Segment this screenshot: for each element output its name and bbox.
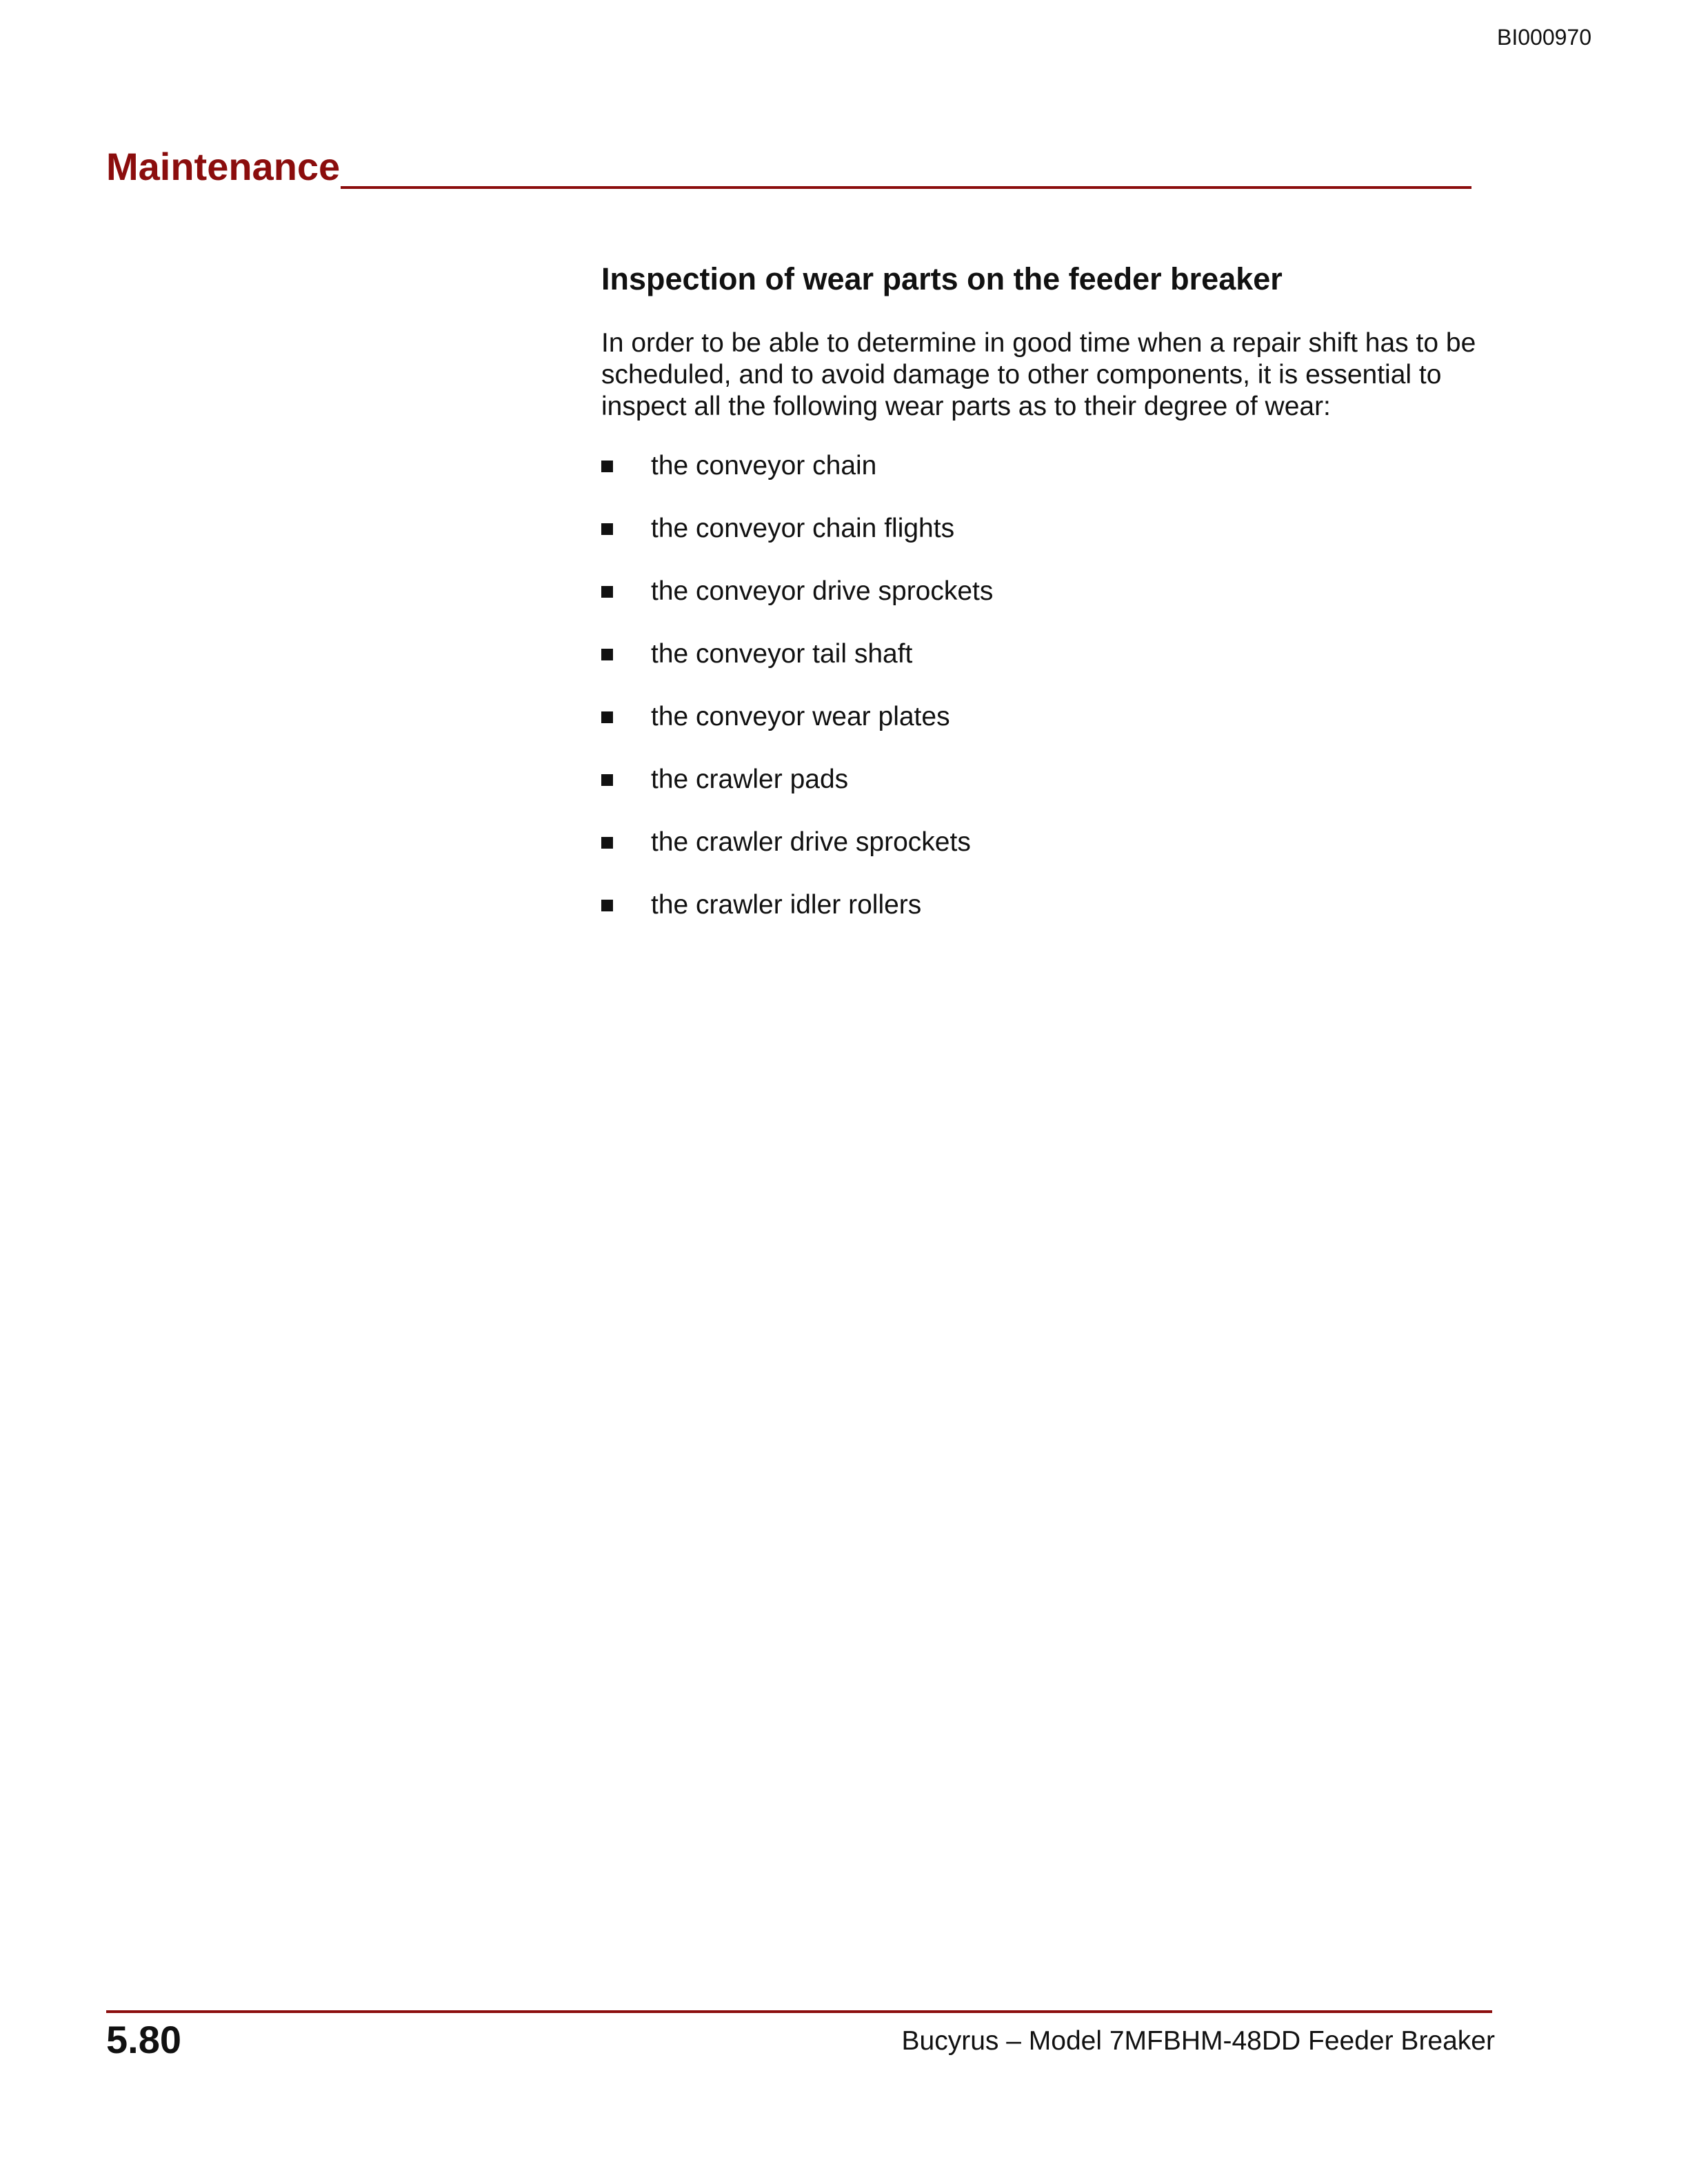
square-bullet-icon: [601, 711, 613, 723]
list-item: [601, 450, 1498, 482]
list-item-text: the conveyor chain flights: [651, 514, 955, 543]
list-item-text: the conveyor drive sprockets: [651, 576, 994, 606]
section-title: Maintenance: [106, 145, 341, 188]
page-heading: Inspection of wear parts on the feeder breaker: [601, 261, 1283, 296]
intro-paragraph: In order to be able to determine in good time when a repair shift has to be scheduled, and to avoid damage to other components, it is essential to inspect all the following wear parts as to their degree of wear:: [601, 328, 1476, 421]
list-item: [601, 889, 1498, 921]
square-bullet-icon: [601, 900, 613, 911]
list-item: [601, 827, 1498, 858]
list-item: [601, 576, 1498, 607]
footer-title: Bucyrus – Model 7MFBHM-48DD Feeder Breaker: [901, 2026, 1495, 2056]
list-item: [601, 701, 1498, 733]
footer-rule: [106, 2010, 1492, 2013]
square-bullet-icon: [601, 461, 613, 472]
list-item-text: the conveyor tail shaft: [651, 639, 913, 669]
section-header: [106, 142, 1471, 192]
square-bullet-icon: [601, 649, 613, 660]
list-item-text: the conveyor wear plates: [651, 702, 950, 731]
list-item: [601, 513, 1498, 545]
list-item-text: the conveyor chain: [651, 451, 877, 481]
square-bullet-icon: [601, 837, 613, 849]
page-number: 5.80: [106, 2018, 181, 2061]
list-item-text: the crawler drive sprockets: [651, 827, 971, 857]
wear-parts-list: [601, 450, 1498, 921]
square-bullet-icon: [601, 774, 613, 786]
list-item: [601, 638, 1498, 670]
list-item-text: the crawler idler rollers: [651, 890, 922, 920]
list-item: [601, 764, 1498, 796]
document-id: BI000970: [1496, 25, 1591, 50]
square-bullet-icon: [601, 586, 613, 598]
section-title-rule: [341, 186, 1471, 189]
main-content: [601, 259, 1498, 952]
square-bullet-icon: [601, 523, 613, 535]
list-item-text: the crawler pads: [651, 765, 849, 794]
